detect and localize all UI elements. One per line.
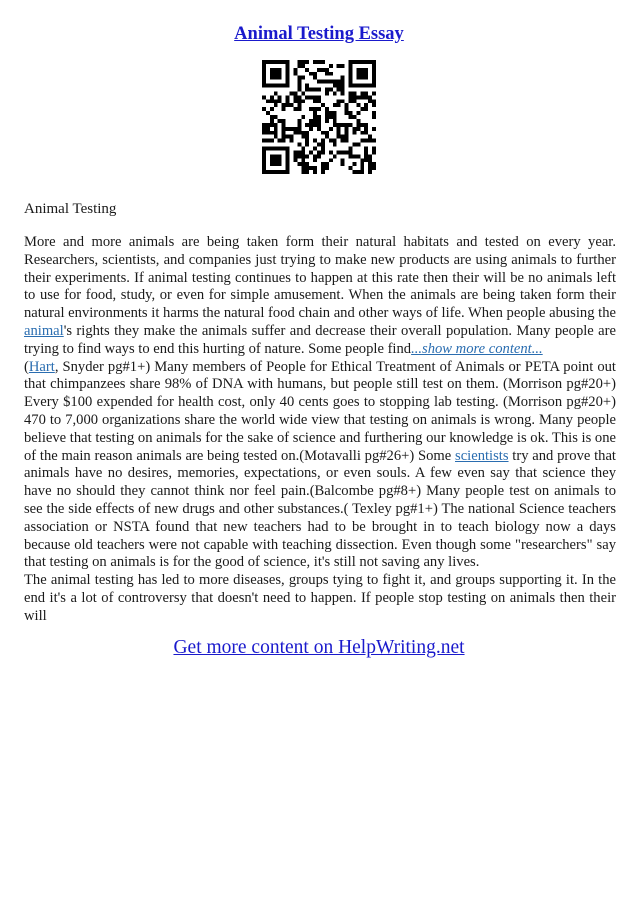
title-link[interactable]: Animal Testing Essay	[234, 24, 404, 44]
text-span: , Snyder pg#1+) Many members of People for Ethical Treatment of Animals or PETA point out that chimpanzees share 98% of DNA with humans, but people still test on them. (Morrison pg#20+) Every $100 expended for health cost, only 40 cents goes to stopping lab testing. (Morrison pg#20+) 470 to 7,000 organizations share the world wide view that testing on animals is wrong. Many people believe that testing on animals for the sake of science and furthering our knowledge is ok. This is one of the main reason animals are being tested on.(Motavalli pg#26+) Some	[24, 358, 616, 464]
helpwriting-link[interactable]: Get more content on HelpWriting.net	[173, 637, 465, 658]
text-span: More and more animals are being taken form their natural habitats and tested on every year. Researchers, scientists, and companies just trying to make new products are using animals to further their experiments. If animal testing continues to happen at this rate then their will be no animals left to use for food, study, or even for simple amusement. When the animals are being taken form their natural environments it harms the natural food chain and other ways of life. When people abusing the	[24, 234, 616, 322]
qr-code-icon	[262, 60, 376, 174]
show-more-link[interactable]: ...show more content...	[411, 340, 543, 357]
text-span: 's rights they make the animals suffer and decrease their overall population. Many people are trying to find ways to end this hurting of nature. Some people find	[24, 322, 616, 357]
link-animal[interactable]: animal	[24, 322, 64, 339]
paragraph-2: The animal testing has led to more diseases, groups tying to fight it, and groups supporting it. In the end it's a lot of controversy that doesn't need to happen. If people stop testing on animals then their will	[24, 572, 616, 624]
essay-heading: Animal Testing	[24, 201, 117, 217]
paragraph-1	[24, 234, 616, 572]
text-span: (	[24, 358, 29, 375]
text-span: try and prove that animals have no desires, memories, expectations, or even souls. A few even say that science they have no should they cannot think nor feel pain.(Balcombe pg#8+) Many people test on animals to see the side effects of new drugs and other substances.( Texley pg#1+) The national Science teachers association or NSTA found that new teachers had to be brought in to teach biology now a days because old teachers were not capable with teaching dissection. Even though some "researchers" say that testing on animals is for the good of science, it's still not saving any lives.	[24, 447, 616, 571]
link-hart[interactable]: Hart	[28, 358, 55, 375]
link-scientists[interactable]: scientists	[455, 447, 509, 464]
document-title	[0, 24, 638, 45]
essay-body	[24, 234, 616, 626]
